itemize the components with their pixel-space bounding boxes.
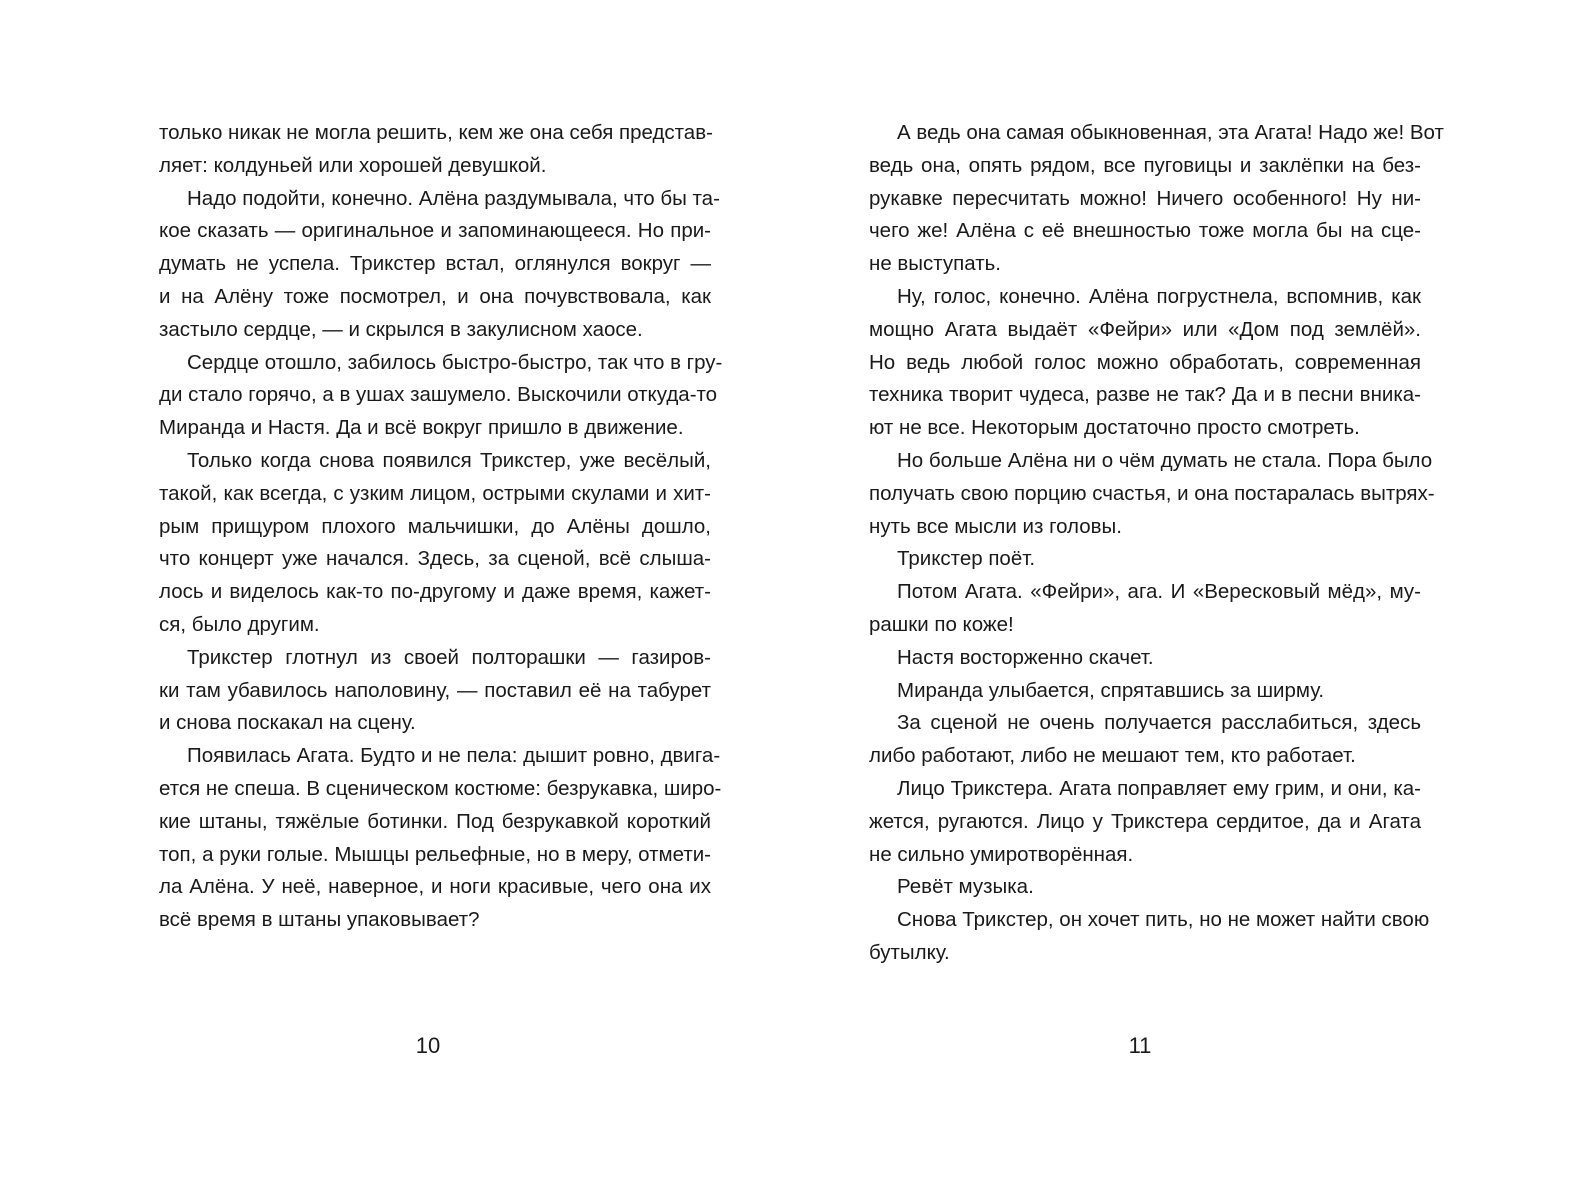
text-line: Ревёт музыка. xyxy=(897,875,1034,899)
text-line: что концерт уже начался. Здесь, за сценой, всё слыша- xyxy=(159,547,711,571)
text-line: рым прищуром плохого мальчишки, до Алёны дошло, xyxy=(159,514,711,538)
text-line: Настя восторженно скачет. xyxy=(897,645,1154,669)
text-line: лось и виделось как-то по-другому и даже время, кажет- xyxy=(159,580,711,604)
text-line: жется, ругаются. Лицо у Трикстера сердитое, да и Агата xyxy=(869,809,1421,833)
text-line: ведь она, опять рядом, все пуговицы и заклёпки на без- xyxy=(869,153,1421,177)
text-line: нуть все мысли из головы. xyxy=(869,514,1122,538)
text-line: застыло сердце, — и скрылся в закулисном хаосе. xyxy=(159,317,643,341)
left-page-number: 10 xyxy=(415,1033,441,1058)
text-line: ди стало горячо, а в ушах зашумело. Выскочили откуда-то xyxy=(159,383,718,407)
text-line: Но больше Алёна ни о чём думать не стала. Пора было xyxy=(897,448,1433,472)
text-line: рашки по коже! xyxy=(869,612,1014,636)
text-line: Но ведь любой голос можно обработать, современная xyxy=(869,350,1421,374)
text-line: ется не спеша. В сценическом костюме: безрукавка, широ- xyxy=(159,776,722,800)
text-line: Снова Трикстер, он хочет пить, но не может найти свою xyxy=(897,908,1430,932)
text-line: топ, а руки голые. Мышцы рельефные, но в меру, отмети- xyxy=(159,842,711,866)
text-line: Появилась Агата. Будто и не пела: дышит ровно, двига- xyxy=(187,744,721,768)
text-line: Миранда и Настя. Да и всё вокруг пришло в движение. xyxy=(159,416,684,440)
text-line: Надо подойти, конечно. Алёна раздумывала, что бы та- xyxy=(187,186,720,210)
text-line: бутылку. xyxy=(869,940,950,964)
text-line: Трикстер поёт. xyxy=(897,547,1036,571)
text-line: Только когда снова появился Трикстер, уже весёлый, xyxy=(187,448,711,472)
text-line: кие штаны, тяжёлые ботинки. Под безрукавкой короткий xyxy=(159,809,711,833)
text-line: ла Алёна. У неё, наверное, и ноги красивые, чего она их xyxy=(159,875,711,899)
text-line: ки там убавилось наполовину, — поставил её на табурет xyxy=(159,678,711,702)
text-line: ют не все. Некоторым достаточно просто смотреть. xyxy=(869,416,1360,440)
text-line: либо работают, либо не мешают тем, кто работает. xyxy=(869,744,1356,768)
text-line: Лицо Трикстера. Агата поправляет ему грим, и они, ка- xyxy=(897,776,1421,800)
text-line: рукавке пересчитать можно! Ничего особенного! Ну ни- xyxy=(869,186,1421,210)
text-line: думать не успела. Трикстер встал, оглянулся вокруг — xyxy=(159,252,711,276)
text-line: Трикстер глотнул из своей полторашки — газиров- xyxy=(187,645,711,669)
text-line: чего же! Алёна с её внешностью тоже могла бы на сце- xyxy=(869,219,1421,243)
text-line: ляет: колдуньей или хорошей девушкой. xyxy=(159,153,547,177)
right-page-text xyxy=(869,117,1444,970)
left-page-text xyxy=(159,117,723,937)
right-page-number: 11 xyxy=(1128,1033,1152,1058)
text-line: Сердце отошло, забилось быстро-быстро, так что в гру- xyxy=(187,350,723,374)
text-line: не выступать. xyxy=(869,252,1001,276)
text-line: только никак не могла решить, кем же она себя представ- xyxy=(159,121,713,144)
text-line: техника творит чудеса, разве не так? Да и в песни вника- xyxy=(869,383,1421,407)
text-line: и снова поскакал на сцену. xyxy=(159,711,416,735)
text-line: мощно Агата выдаёт «Фейри» или «Дом под землёй». xyxy=(869,317,1421,341)
text-line: Миранда улыбается, спрятавшись за ширму. xyxy=(897,678,1325,702)
text-line: не сильно умиротворённая. xyxy=(869,842,1134,866)
right-page xyxy=(794,0,1588,1191)
text-line: Потом Агата. «Фейри», ага. И «Вересковый мёд», му- xyxy=(897,580,1421,604)
text-line: всё время в штаны упаковывает? xyxy=(159,908,480,932)
text-line: кое сказать — оригинальное и запоминающееся. Но при- xyxy=(159,219,711,243)
text-line: За сценой не очень получается расслабиться, здесь xyxy=(897,711,1421,735)
text-line: и на Алёну тоже посмотрел, и она почувствовала, как xyxy=(159,284,711,308)
text-line: такой, как всегда, с узким лицом, острыми скулами и хит- xyxy=(159,481,711,505)
text-line: получать свою порцию счастья, и она постаралась вытрях- xyxy=(869,481,1435,505)
text-line: Ну, голос, конечно. Алёна погрустнела, вспомнив, как xyxy=(897,284,1421,308)
text-line: ся, было другим. xyxy=(159,612,320,636)
text-line: А ведь она самая обыкновенная, эта Агата! Надо же! Вот xyxy=(897,121,1444,144)
